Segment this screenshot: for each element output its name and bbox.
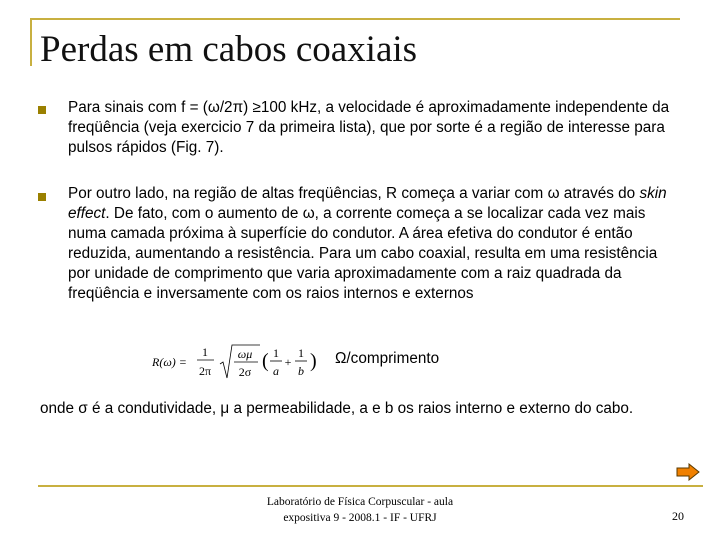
square-bullet-icon [38,193,46,201]
resistance-formula [152,342,322,384]
formula-frac3-den: b [298,364,304,378]
bullet-1-text: Para sinais com f = (ω/2π) ≥100 kHz, a velocidade é aproximadamente independente da freqüência (veja exercicio 7 da primeira lista), que por sorte é a região de interesse para pulsos rápidos (Fig. 7). [68,99,670,156]
page-number: 20 [672,509,684,523]
formula-frac2-num: 1 [273,346,279,360]
square-bullet-icon [38,106,46,114]
skin-effect-term: skin effect [68,185,667,222]
frame-horizontal-line [30,18,680,20]
formula-unit: Ω/comprimento [335,350,440,367]
formula-paren-open: ( [262,350,269,372]
slide-title: Perdas em cabos coaxiais [40,29,418,70]
formula-frac1-den: 2π [198,364,212,378]
formula-frac2-den: a [273,364,279,378]
footer-text [230,494,490,526]
formula-plus: + [284,355,292,369]
footer-rule [38,485,703,487]
formula-paren-close: ) [310,350,317,372]
frame-vertical-line [30,18,32,66]
formula-frac1-num: 1 [202,345,208,359]
formula-sqrt-den: 2σ [238,365,252,379]
definitions-paragraph: onde σ é a condutividade, μ a permeabilidade, a e b os raios interno e externo do cabo. [40,400,634,417]
footer-line-2: expositiva 9 - 2008.1 - IF - UFRJ [283,512,437,524]
bullet-2-text: Por outro lado, na região de altas freqüências, R começa a variar com ω através do skin effect. De fato, com o aumento de ω, a corrente começa a se localizar cada vez mais numa camada próxima à superfície do condutor. A área efetiva do condutor é então reduzida, aumentando a resistência. Para um cabo coaxial, resulta em uma resistência por unidade de comprimento que varia aproximadamente com a raiz quadrada da freqüência e inversamente com os raios internos e externos [68,185,667,302]
next-arrow-icon[interactable] [676,463,700,481]
formula-frac3-num: 1 [298,346,304,360]
formula-lhs: R(ω) = [152,355,187,369]
formula-sqrt-num: ωμ [237,347,253,361]
footer-line-1: Laboratório de Física Corpuscular - aula [266,496,454,508]
